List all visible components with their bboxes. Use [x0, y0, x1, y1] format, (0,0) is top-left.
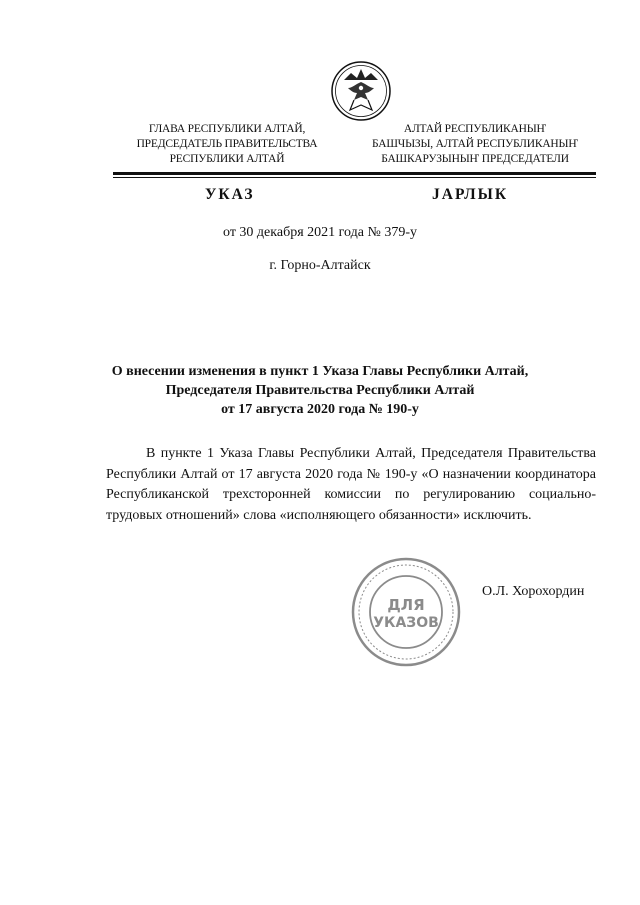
decree-body-paragraph: В пункте 1 Указа Главы Республики Алтай, Председателя Правительства Республики Алтай от 17 августа 2020 года № 190-у «О назначении координатора Республиканской трехсторонней комиссии по регулированию социально-трудовых отношений» слова «исполняющего обязанности» исключить. [106, 446, 596, 523]
stamp-line-1: ДЛЯ [387, 596, 425, 614]
decree-city: г. Горно-Алтайск [269, 258, 371, 273]
coat-of-arms-icon [330, 60, 392, 122]
subject-line: О внесении изменения в пункт 1 Указа Главы Республики Алтай, [111, 364, 529, 379]
official-stamp [350, 556, 462, 668]
signer-name: О.Л. Хорохордин [482, 584, 585, 599]
header-left-line: ГЛАВА РЕСПУБЛИКИ АЛТАЙ, [148, 123, 306, 135]
header-divider-thin [113, 177, 596, 178]
decree-date-number: от 30 декабря 2021 года № 379-у [223, 225, 417, 240]
doc-title-ukaz: УКАЗ [205, 186, 255, 203]
header-right-line: АЛТАЙ РЕСПУБЛИКАНЫҤ [403, 123, 547, 135]
header-left-block [112, 122, 342, 167]
header-left-line: ПРЕДСЕДАТЕЛЬ ПРАВИТЕЛЬСТВА [136, 138, 318, 150]
subject-line: от 17 августа 2020 года № 190-у [221, 402, 419, 417]
header-divider-thick [113, 172, 596, 175]
doc-title-jarlyk: JАРЛЫК [432, 186, 509, 203]
decree-subject [80, 362, 560, 419]
header-right-line: БАШКАРУЗЫНЫҤ ПРЕДСЕДАТЕЛИ [381, 153, 569, 165]
header-right-block [355, 122, 595, 167]
header-left-line: РЕСПУБЛИКИ АЛТАЙ [169, 153, 285, 165]
subject-line: Председателя Правительства Республики Алтай [165, 383, 475, 398]
stamp-line-2: УКАЗОВ [373, 615, 439, 631]
header-right-line: БАШЧЫЗЫ, АЛТАЙ РЕСПУБЛИКАНЫҤ [372, 138, 578, 150]
